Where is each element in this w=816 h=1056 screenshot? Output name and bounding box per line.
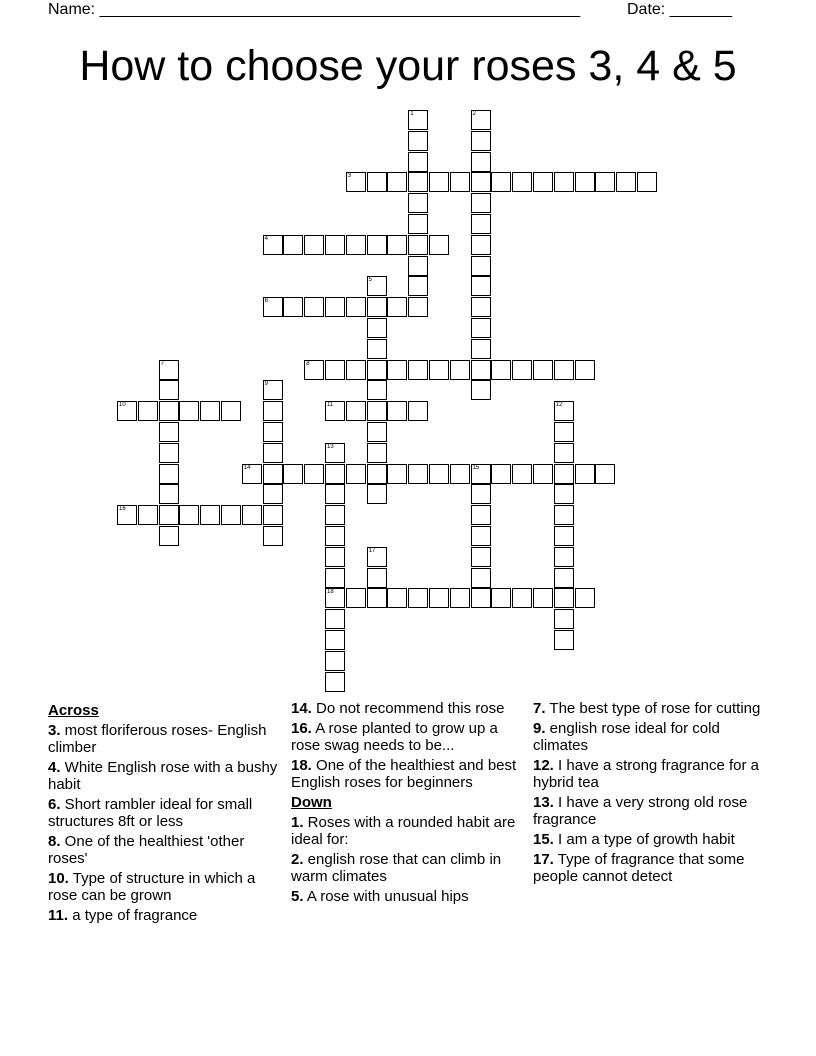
grid-cell[interactable] (263, 484, 283, 504)
grid-cell[interactable] (554, 484, 574, 504)
grid-cell[interactable] (471, 360, 491, 380)
grid-cell[interactable] (346, 235, 366, 255)
grid-cell[interactable] (263, 297, 283, 317)
grid-cell[interactable] (408, 131, 428, 151)
grid-cell[interactable] (367, 380, 387, 400)
grid-cell[interactable] (367, 297, 387, 317)
grid-cell[interactable] (325, 630, 345, 650)
grid-cell[interactable] (554, 401, 574, 421)
clue-number: 4. (48, 759, 61, 776)
grid-cell[interactable] (408, 297, 428, 317)
across-clue (48, 796, 284, 830)
grid-cell[interactable] (471, 380, 491, 400)
down-clue (533, 757, 769, 791)
grid-cell[interactable] (429, 172, 449, 192)
grid-cell[interactable] (263, 380, 283, 400)
cell-number: 6 (264, 298, 268, 305)
grid-cell[interactable] (491, 588, 511, 608)
grid-cell[interactable] (554, 568, 574, 588)
grid-cell[interactable] (408, 152, 428, 172)
cell-number: 8 (306, 360, 310, 367)
grid-cell[interactable] (471, 464, 491, 484)
down-clue (291, 888, 527, 905)
clue-number: 5. (291, 888, 304, 905)
grid-cell[interactable] (367, 339, 387, 359)
grid-cell[interactable] (346, 464, 366, 484)
clue-text: Type of structure in which a rose can be grown (48, 870, 256, 904)
grid-cell[interactable] (575, 172, 595, 192)
grid-cell[interactable] (471, 276, 491, 296)
grid-cell[interactable] (325, 505, 345, 525)
grid-cell[interactable] (367, 360, 387, 380)
grid-cell[interactable] (159, 380, 179, 400)
cell-number: 13 (327, 443, 334, 450)
grid-cell[interactable] (138, 401, 158, 421)
cell-number: 5 (368, 277, 372, 284)
grid-cell[interactable] (325, 526, 345, 546)
grid-cell[interactable] (512, 360, 532, 380)
clue-text: most floriferous roses- English climber (48, 722, 267, 756)
grid-cell[interactable] (575, 588, 595, 608)
grid-cell[interactable] (595, 464, 615, 484)
down-clue (533, 720, 769, 754)
grid-cell[interactable] (408, 464, 428, 484)
grid-cell[interactable] (471, 484, 491, 504)
cell-number: 17 (368, 547, 376, 554)
grid-cell[interactable] (325, 464, 345, 484)
grid-cell[interactable] (325, 484, 345, 504)
grid-cell[interactable] (367, 422, 387, 442)
cell-number: 12 (555, 402, 563, 409)
across-clue (48, 833, 284, 867)
grid-cell[interactable] (242, 505, 262, 525)
clue-text: english rose ideal for cold climates (533, 720, 720, 754)
grid-cell[interactable] (325, 360, 345, 380)
grid-cell[interactable] (159, 484, 179, 504)
grid-cell[interactable] (450, 464, 470, 484)
clue-number: 6. (48, 796, 61, 813)
grid-cell[interactable] (471, 588, 491, 608)
grid-cell[interactable] (512, 464, 532, 484)
clue-text: One of the healthiest and best English roses for beginners (291, 757, 517, 791)
clue-text: I am a type of growth habit (553, 831, 735, 848)
grid-cell[interactable] (450, 360, 470, 380)
grid-cell[interactable] (325, 672, 345, 692)
cell-number: 18 (327, 589, 334, 596)
grid-cell[interactable] (554, 172, 574, 192)
grid-cell[interactable] (554, 505, 574, 525)
grid-cell[interactable] (408, 276, 428, 296)
grid-cell[interactable] (304, 360, 324, 380)
grid-cell[interactable] (471, 214, 491, 234)
grid-cell[interactable] (471, 110, 491, 130)
down-clue (533, 700, 769, 717)
grid-cell[interactable] (367, 276, 387, 296)
clue-number: 12. (533, 757, 554, 774)
grid-cell[interactable] (325, 651, 345, 671)
clue-number: 17. (533, 851, 554, 868)
clue-text: a type of fragrance (68, 907, 198, 924)
grid-cell[interactable] (575, 360, 595, 380)
grid-cell[interactable] (387, 360, 407, 380)
cell-number: 14 (243, 464, 251, 471)
grid-cell[interactable] (429, 235, 449, 255)
across-clue (291, 720, 527, 754)
grid-cell[interactable] (491, 360, 511, 380)
date-field: Date: _______ (627, 1, 732, 18)
grid-cell[interactable] (159, 464, 179, 484)
clue-text: One of the healthiest 'other roses' (48, 833, 245, 867)
grid-cell[interactable] (346, 360, 366, 380)
down-clue (533, 794, 769, 828)
grid-cell[interactable] (367, 318, 387, 338)
grid-cell[interactable] (387, 401, 407, 421)
clue-text: I have a strong fragrance for a hybrid tea (533, 757, 759, 791)
grid-cell[interactable] (263, 464, 283, 484)
grid-cell[interactable] (387, 464, 407, 484)
grid-cell[interactable] (263, 526, 283, 546)
cell-number: 7 (160, 360, 164, 367)
down-clue (291, 814, 527, 848)
clue-number: 13. (533, 794, 554, 811)
grid-cell[interactable] (304, 297, 324, 317)
page-title: How to choose your roses 3, 4 & 5 (79, 42, 737, 90)
clue-column-1 (48, 700, 284, 927)
grid-cell[interactable] (263, 443, 283, 463)
grid-cell[interactable] (595, 172, 615, 192)
grid-cell[interactable] (367, 464, 387, 484)
grid-cell[interactable] (471, 505, 491, 525)
grid-cell[interactable] (283, 297, 303, 317)
clue-text: Do not recommend this rose (311, 700, 505, 717)
grid-cell[interactable] (325, 588, 345, 608)
across-clue (48, 907, 284, 924)
across-clue (291, 700, 527, 717)
clue-number: 18. (291, 757, 312, 774)
clue-number: 2. (291, 851, 304, 868)
clue-text: english rose that can climb in warm climates (291, 851, 502, 885)
clue-number: 7. (533, 700, 546, 717)
grid-cell[interactable] (533, 464, 553, 484)
grid-cell[interactable] (325, 235, 345, 255)
clue-number: 10. (48, 870, 69, 887)
grid-cell[interactable] (471, 256, 491, 276)
grid-cell[interactable] (367, 401, 387, 421)
across-clue (291, 757, 527, 791)
grid-cell[interactable] (575, 464, 595, 484)
across-clue (48, 759, 284, 793)
grid-cell[interactable] (387, 235, 407, 255)
name-field: Name: ______________________________________________________ (48, 1, 581, 18)
down-heading: Down (291, 794, 332, 811)
grid-cell[interactable] (471, 339, 491, 359)
grid-cell[interactable] (471, 297, 491, 317)
grid-cell[interactable] (554, 630, 574, 650)
clue-number: 11. (48, 907, 69, 924)
down-clue (533, 851, 769, 885)
grid-cell[interactable] (346, 401, 366, 421)
grid-cell[interactable] (533, 588, 553, 608)
clue-text: Type of fragrance that some people cannot detect (533, 851, 745, 885)
across-clue (48, 722, 284, 756)
grid-cell[interactable] (429, 464, 449, 484)
grid-cell[interactable] (325, 609, 345, 629)
cell-number: 4 (264, 235, 268, 242)
grid-cell[interactable] (429, 360, 449, 380)
grid-cell[interactable] (471, 131, 491, 151)
grid-cell[interactable] (325, 443, 345, 463)
grid-cell[interactable] (408, 214, 428, 234)
grid-cell[interactable] (387, 588, 407, 608)
grid-cell[interactable] (367, 443, 387, 463)
clue-number: 8. (48, 833, 61, 850)
grid-cell[interactable] (367, 235, 387, 255)
clue-text: Roses with a rounded habit are ideal for: (291, 814, 516, 848)
grid-cell[interactable] (387, 297, 407, 317)
grid-cell[interactable] (283, 235, 303, 255)
grid-cell[interactable] (533, 360, 553, 380)
grid-cell[interactable] (408, 256, 428, 276)
clue-text: A rose planted to grow up a rose swag needs to be... (291, 720, 498, 754)
grid-cell[interactable] (159, 360, 179, 380)
grid-cell[interactable] (138, 505, 158, 525)
grid-cell[interactable] (159, 401, 179, 421)
grid-cell[interactable] (554, 609, 574, 629)
grid-cell[interactable] (346, 297, 366, 317)
grid-cell[interactable] (159, 443, 179, 463)
grid-cell[interactable] (221, 401, 241, 421)
grid-cell[interactable] (491, 464, 511, 484)
across-clue (48, 870, 284, 904)
grid-cell[interactable] (471, 235, 491, 255)
grid-cell[interactable] (325, 401, 345, 421)
cell-number: 15 (472, 464, 480, 471)
grid-cell[interactable] (471, 318, 491, 338)
clue-column-2 (291, 700, 527, 908)
grid-cell[interactable] (637, 172, 657, 192)
grid-cell[interactable] (325, 297, 345, 317)
grid-cell[interactable] (263, 235, 283, 255)
clue-number: 3. (48, 722, 61, 739)
grid-cell[interactable] (367, 547, 387, 567)
grid-cell[interactable] (200, 401, 220, 421)
grid-cell[interactable] (554, 547, 574, 567)
clue-column-3 (533, 700, 769, 888)
grid-cell[interactable] (200, 505, 220, 525)
cell-number: 9 (264, 381, 268, 388)
grid-cell[interactable] (471, 568, 491, 588)
grid-cell[interactable] (263, 505, 283, 525)
grid-cell[interactable] (367, 484, 387, 504)
grid-cell[interactable] (512, 588, 532, 608)
grid-cell[interactable] (616, 172, 636, 192)
clue-text: A rose with unusual hips (303, 888, 469, 905)
cell-number: 10 (119, 402, 126, 409)
grid-cell[interactable] (325, 547, 345, 567)
grid-cell[interactable] (367, 568, 387, 588)
grid-cell[interactable] (450, 588, 470, 608)
grid-cell[interactable] (179, 401, 199, 421)
grid-cell[interactable] (554, 464, 574, 484)
grid-cell[interactable] (367, 172, 387, 192)
grid-cell[interactable] (408, 588, 428, 608)
cell-number: 2 (472, 111, 476, 117)
clue-text: Short rambler ideal for small structures 8ft or less (48, 796, 253, 830)
grid-cell[interactable] (221, 505, 241, 525)
grid-cell[interactable] (554, 422, 574, 442)
cell-number: 11 (327, 402, 334, 409)
cell-number: 3 (347, 173, 352, 180)
grid-cell[interactable] (408, 193, 428, 213)
grid-cell[interactable] (283, 464, 303, 484)
grid-cell[interactable] (117, 401, 137, 421)
grid-cell[interactable] (304, 464, 324, 484)
grid-cell[interactable] (408, 401, 428, 421)
grid-cell[interactable] (471, 547, 491, 567)
grid-cell[interactable] (471, 152, 491, 172)
clue-text: The best type of rose for cutting (545, 700, 761, 717)
clue-number: 16. (291, 720, 312, 737)
grid-cell[interactable] (242, 464, 262, 484)
cell-number: 1 (410, 111, 414, 117)
grid-cell[interactable] (325, 568, 345, 588)
grid-cell[interactable] (117, 505, 137, 525)
grid-cell[interactable] (554, 526, 574, 546)
across-heading: Across (48, 702, 99, 719)
grid-cell[interactable] (554, 588, 574, 608)
grid-cell[interactable] (367, 588, 387, 608)
grid-cell[interactable] (408, 172, 428, 192)
grid-cell[interactable] (554, 443, 574, 463)
grid-cell[interactable] (471, 172, 491, 192)
clue-text: I have a very strong old rose fragrance (533, 794, 748, 828)
grid-cell[interactable] (554, 360, 574, 380)
grid-cell[interactable] (159, 505, 179, 525)
down-clue (291, 851, 527, 885)
clue-number: 1. (291, 814, 304, 831)
down-clue (533, 831, 769, 848)
clue-number: 9. (533, 720, 546, 737)
grid-cell[interactable] (159, 526, 179, 546)
grid-cell[interactable] (512, 172, 532, 192)
grid-cell[interactable] (387, 172, 407, 192)
grid-cell[interactable] (304, 235, 324, 255)
grid-cell[interactable] (429, 588, 449, 608)
grid-cell[interactable] (471, 526, 491, 546)
grid-cell[interactable] (471, 193, 491, 213)
grid-cell[interactable] (179, 505, 199, 525)
clue-number: 15. (533, 831, 554, 848)
clue-number: 14. (291, 700, 312, 717)
cell-number: 16 (119, 506, 126, 513)
grid-cell[interactable] (408, 360, 428, 380)
grid-cell[interactable] (491, 172, 511, 192)
clue-text: White English rose with a bushy habit (48, 759, 278, 793)
grid-cell[interactable] (450, 172, 470, 192)
grid-cell[interactable] (263, 401, 283, 421)
grid-cell[interactable] (408, 235, 428, 255)
grid-cell[interactable] (263, 422, 283, 442)
grid-cell[interactable] (533, 172, 553, 192)
grid-cell[interactable] (346, 172, 366, 192)
grid-cell[interactable] (408, 110, 428, 130)
grid-cell[interactable] (346, 588, 366, 608)
grid-cell[interactable] (159, 422, 179, 442)
